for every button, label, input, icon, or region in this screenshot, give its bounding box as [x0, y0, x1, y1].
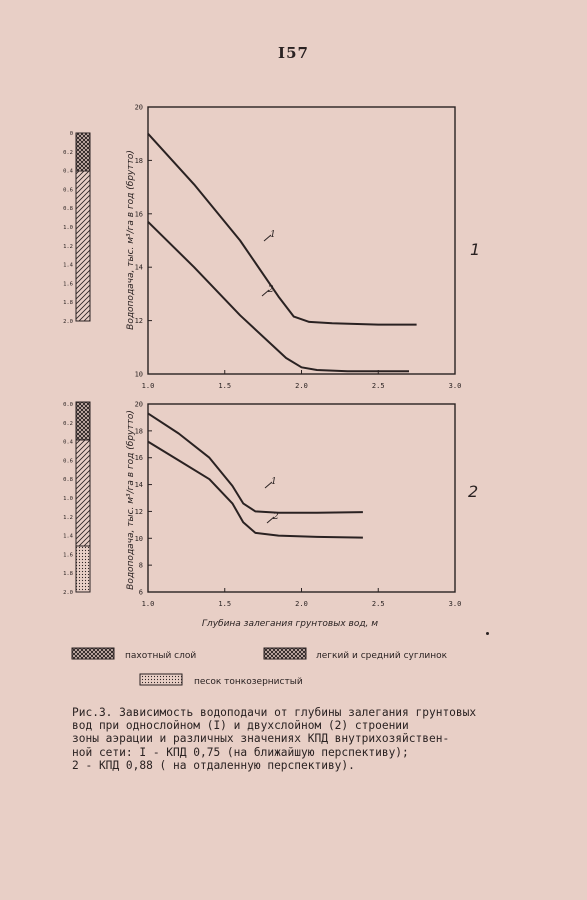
- y-tick-label: 10: [134, 534, 143, 543]
- chart-1-frame: [148, 107, 455, 374]
- depth-tick-label: 1.6: [63, 552, 73, 559]
- series-1-line: [148, 413, 363, 512]
- depth-tick-label: 1.0: [63, 225, 73, 231]
- x-tick-label: 1.5: [218, 600, 232, 608]
- soil-column-1-plowed: [76, 133, 90, 171]
- soil-column-2-loam: [76, 440, 90, 546]
- depth-tick-label: 1.6: [63, 281, 73, 288]
- series-2-label: 2: [268, 285, 274, 295]
- depth-tick-label: 0.4: [63, 439, 73, 446]
- chart-2: [126, 401, 478, 630]
- depth-tick-label: 1.8: [63, 300, 73, 307]
- depth-tick-label: 1.2: [63, 243, 73, 250]
- depth-tick-label: 0.8: [63, 206, 73, 213]
- series-1-label: 1: [271, 477, 277, 487]
- y-tick-label: 16: [134, 210, 143, 219]
- x-tick-label: 3.0: [448, 600, 462, 608]
- depth-tick-label: 2.0: [63, 590, 73, 596]
- depth-tick-label: 0.6: [63, 187, 73, 194]
- depth-tick-label: 2.0: [63, 319, 73, 325]
- depth-tick-label: 1.4: [63, 533, 73, 540]
- y-tick-label: 18: [134, 156, 143, 165]
- depth-tick-label: 0.0: [63, 402, 73, 408]
- figure-caption: Рис.3. Зависимость водоподачи от глубины залегания грунтовых вод при однослойном (I) и двухслойном (2) строении зоны аэрации и различных значениях КПД внутрихозяйствен- ной сети: I - КПД 0,75 (на ближайшую перспективу); 2 - КПД 0,88 ( на отдаленную перспективу).: [72, 706, 477, 772]
- soil-column-1-loam: [76, 171, 90, 321]
- y-tick-label: 12: [134, 507, 143, 516]
- y-tick-label: 20: [134, 103, 143, 112]
- x-tick-label: 2.5: [371, 382, 385, 390]
- y-tick-label: 14: [134, 481, 143, 490]
- y-tick-label: 12: [134, 317, 143, 326]
- soil-column-2: [63, 402, 90, 596]
- x-tick-label: 1.0: [141, 600, 155, 608]
- depth-tick-label: 0: [69, 131, 73, 137]
- depth-tick-label: 1.2: [63, 514, 73, 521]
- chart-2-frame: [148, 404, 455, 592]
- y-tick-label: 18: [134, 427, 143, 436]
- soil-column-2-plowed: [76, 402, 90, 440]
- y-tick-label: 10: [134, 370, 143, 379]
- chart-1-ylabel: Водоподача, тыс. м³/га в год (брутто): [126, 150, 136, 330]
- series-2-line: [148, 442, 363, 538]
- soil-column-1: [63, 131, 90, 325]
- x-tick-label: 2.0: [295, 600, 308, 608]
- legend-swatch-plowed: [72, 648, 114, 659]
- y-tick-label: 8: [138, 561, 143, 570]
- depth-tick-label: 0.2: [63, 149, 73, 156]
- page-number: I57: [278, 44, 309, 62]
- y-tick-label: 16: [134, 454, 143, 463]
- chart-1-side-label: 1: [470, 240, 481, 259]
- chart-1: [126, 104, 480, 391]
- x-tick-label: 2.0: [295, 382, 308, 390]
- y-tick-label: 14: [134, 263, 143, 272]
- depth-tick-label: 0.2: [63, 420, 73, 427]
- depth-tick-label: 1.8: [63, 571, 73, 578]
- legend-label-loam: легкий и средний суглинок: [316, 651, 448, 661]
- y-tick-label: 6: [138, 588, 143, 597]
- series-2-label: 2: [273, 512, 279, 522]
- x-tick-label: 2.5: [371, 600, 385, 608]
- x-tick-label: 1.5: [218, 382, 232, 390]
- depth-tick-label: 1.0: [63, 496, 73, 502]
- series-1-label: 1: [270, 230, 276, 240]
- legend-label-sand: песок тонкозернистый: [194, 677, 303, 687]
- legend-swatch-loam: [264, 648, 306, 659]
- soil-column-2-sand: [76, 546, 90, 592]
- legend-label-plowed: пахотный слой: [125, 651, 197, 661]
- chart-2-side-label: 2: [468, 482, 479, 501]
- y-tick-label: 20: [134, 400, 143, 409]
- x-tick-label: 3.0: [448, 382, 462, 390]
- x-tick-label: 1.0: [141, 382, 155, 390]
- series-1-line: [148, 134, 417, 325]
- depth-tick-label: 0.6: [63, 458, 73, 465]
- chart-2-xlabel: Глубина залегания грунтовых вод, м: [201, 619, 379, 629]
- depth-tick-label: 0.8: [63, 477, 73, 484]
- depth-tick-label: 1.4: [63, 262, 73, 269]
- speck: [486, 632, 489, 635]
- depth-tick-label: 0.4: [63, 168, 73, 175]
- legend-swatch-sand: [140, 674, 182, 685]
- legend: [72, 648, 448, 687]
- chart-2-ylabel: Водоподача, тыс. м³/га в год (брутто): [126, 410, 136, 590]
